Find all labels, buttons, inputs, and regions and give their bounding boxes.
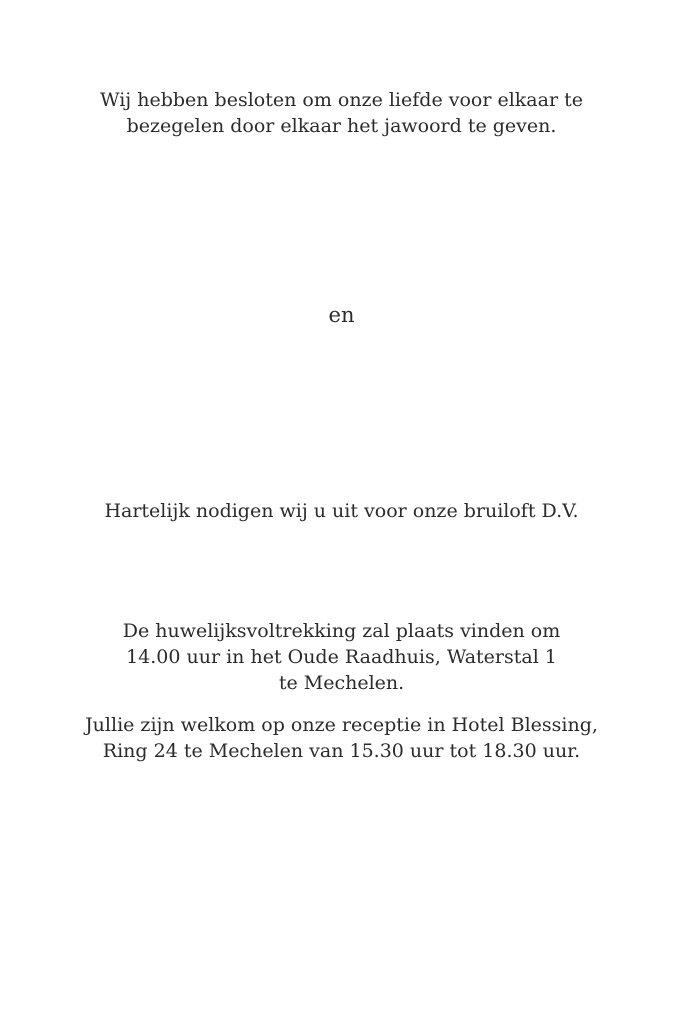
intro-line-2: bezegelen door elkaar het jawoord te geven. — [126, 115, 557, 137]
invitation-line: Hartelijk nodigen wij u uit voor onze bruiloft D.V. — [104, 500, 579, 522]
intro-line-1: Wij hebben besloten om onze liefde voor elkaar te — [100, 89, 583, 111]
ceremony-line-1: De huwelijksvoltrekking zal plaats vinden om — [122, 620, 561, 642]
ceremony-line-2: 14.00 uur in het Oude Raadhuis, Waterstal 1 — [126, 646, 557, 668]
reception-paragraph — [0, 712, 683, 764]
connector-word: en — [328, 303, 355, 327]
intro-paragraph — [0, 87, 683, 139]
reception-line-2: Ring 24 te Mechelen van 15.30 uur tot 18.30 uur. — [102, 740, 581, 762]
ceremony-paragraph — [0, 618, 683, 696]
reception-line-1: Jullie zijn welkom op onze receptie in Hotel Blessing, — [85, 714, 598, 736]
ceremony-line-3: te Mechelen. — [278, 672, 405, 694]
